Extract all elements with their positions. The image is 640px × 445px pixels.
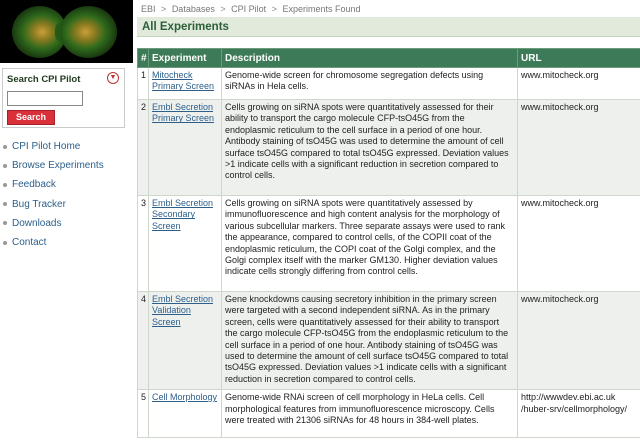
bullet-icon — [3, 241, 7, 245]
breadcrumb-ebi[interactable]: EBI — [141, 4, 156, 14]
sidebar-item-browse-experiments[interactable] — [3, 156, 104, 175]
row-number: 5 — [138, 390, 149, 438]
description-cell: Genome-wide screen for chromosome segregation defects using siRNAs in Hela cells. — [222, 68, 518, 100]
search-input[interactable] — [7, 91, 83, 106]
nav-link[interactable]: Browse Experiments — [12, 160, 104, 172]
page-title-bar — [137, 17, 640, 37]
bullet-icon — [3, 164, 7, 168]
sidebar-item-downloads[interactable] — [3, 214, 104, 233]
url-cell: www.mitocheck.org — [518, 100, 640, 196]
page-title: All Experiments — [142, 21, 229, 33]
sidebar-item-feedback[interactable] — [3, 175, 104, 194]
sidebar-item-bug-tracker[interactable] — [3, 195, 104, 214]
search-title: Search CPI Pilot — [7, 74, 81, 85]
search-panel — [2, 68, 125, 128]
breadcrumb-separator: > — [220, 4, 226, 14]
bullet-icon — [3, 221, 7, 225]
nav-link[interactable]: Downloads — [12, 217, 62, 229]
table-header-row — [138, 49, 640, 68]
experiment-link[interactable]: Embl Secretion Validation Screen — [152, 294, 214, 327]
description-cell: Genome-wide RNAi screen of cell morphology in HeLa cells. Cell morphological features from immunofluorescence microscopy. Cells were treated with 21306 siRNAs for 48 hours in 384-well plates. — [222, 390, 518, 438]
breadcrumb-experiments-found: Experiments Found — [282, 4, 361, 14]
table-row — [138, 292, 640, 390]
experiment-cell — [149, 292, 222, 390]
url-cell: http://wwwdev.ebi.ac.uk /huber-srv/cellmorphology/ — [518, 390, 640, 438]
cell-microscopy-image — [0, 0, 133, 63]
breadcrumb-databases[interactable]: Databases — [171, 4, 215, 14]
table-row — [138, 68, 640, 100]
experiment-cell — [149, 100, 222, 196]
experiment-cell — [149, 196, 222, 292]
description-cell: Cells growing on siRNA spots were quantitatively assessed for their ability to transport the cargo molecule CFP-tsO45G from the endoplasmic reticulum to the cell surface in a period of one hour. Antibody staining of tsO45G was used to determine the amount of cell surface tsO45G compared to total tsO45G expressed. Deviation values >1 indicate cells with a significant reduction in secretion compared to control cells. — [222, 100, 518, 196]
header-url: URL — [518, 49, 640, 68]
search-button[interactable]: Search — [7, 110, 55, 125]
row-number: 2 — [138, 100, 149, 196]
row-number: 3 — [138, 196, 149, 292]
description-cell: Gene knockdowns causing secretory inhibition in the primary screen were targeted with a second independent siRNA. As in the primary screen, cells were quantitatively assessed for their ability to transport the cargo molecule CFP-tsO45G from the endoplasmic reticulum to the cell surface in a period of one hour. Antibody staining of tsO45G was used to determine the amount of cell surface tsO45G compared to total tsO45G expressed. Deviation values >1 indicate cells with a significant reduction in secretion compared to control cells. — [222, 292, 518, 390]
nav-link[interactable]: Contact — [12, 237, 47, 249]
cell-right — [60, 6, 117, 58]
experiments-table — [137, 48, 640, 438]
bullet-icon — [3, 145, 7, 149]
bullet-icon — [3, 183, 7, 187]
sidebar-item-cpi-pilot-home[interactable] — [3, 137, 104, 156]
experiment-link[interactable]: Cell Morphology — [152, 392, 218, 403]
sidebar-nav — [3, 137, 104, 252]
table-row — [138, 196, 640, 292]
sidebar — [0, 0, 133, 445]
experiments-table-container — [137, 48, 640, 438]
table-row — [138, 100, 640, 196]
experiment-link[interactable]: Embl Secretion Secondary Screen — [152, 198, 214, 231]
sidebar-item-contact[interactable] — [3, 233, 104, 252]
breadcrumb-cpi-pilot[interactable]: CPI Pilot — [231, 4, 267, 14]
nav-link[interactable]: Feedback — [12, 179, 56, 191]
header-num: # — [138, 49, 149, 68]
experiment-link[interactable]: Mitocheck Primary Screen — [152, 70, 215, 92]
breadcrumb-separator: > — [161, 4, 167, 14]
url-cell: www.mitocheck.org — [518, 68, 640, 100]
breadcrumb — [141, 4, 364, 14]
experiment-cell — [149, 390, 222, 438]
row-number: 4 — [138, 292, 149, 390]
header-description: Description — [222, 49, 518, 68]
breadcrumb-separator: > — [271, 4, 277, 14]
description-cell: Cells growing on siRNA spots were quantitatively assessed by immunofluorescence and high content analysis for the morphology of various subcellular markers. Three separate assays were used to rank the appearance, compared to control cells, of the COPII coat of the endoplasmic reticulum, the COPI coat of the Golgi complex, and the Golgi complex itself with the marker GM130. Higher deviation values indicate cells strongly differing from control cells. — [222, 196, 518, 292]
nav-link[interactable]: CPI Pilot Home — [12, 141, 81, 153]
url-cell: www.mitocheck.org — [518, 196, 640, 292]
bullet-icon — [3, 202, 7, 206]
experiment-link[interactable]: Embl Secretion Primary Screen — [152, 102, 215, 124]
row-number: 1 — [138, 68, 149, 100]
url-cell: www.mitocheck.org — [518, 292, 640, 390]
nav-link[interactable]: Bug Tracker — [12, 198, 66, 210]
header-experiment: Experiment — [149, 49, 222, 68]
chevron-down-icon[interactable]: ▼ — [107, 72, 119, 84]
experiment-cell — [149, 68, 222, 100]
table-row — [138, 390, 640, 438]
